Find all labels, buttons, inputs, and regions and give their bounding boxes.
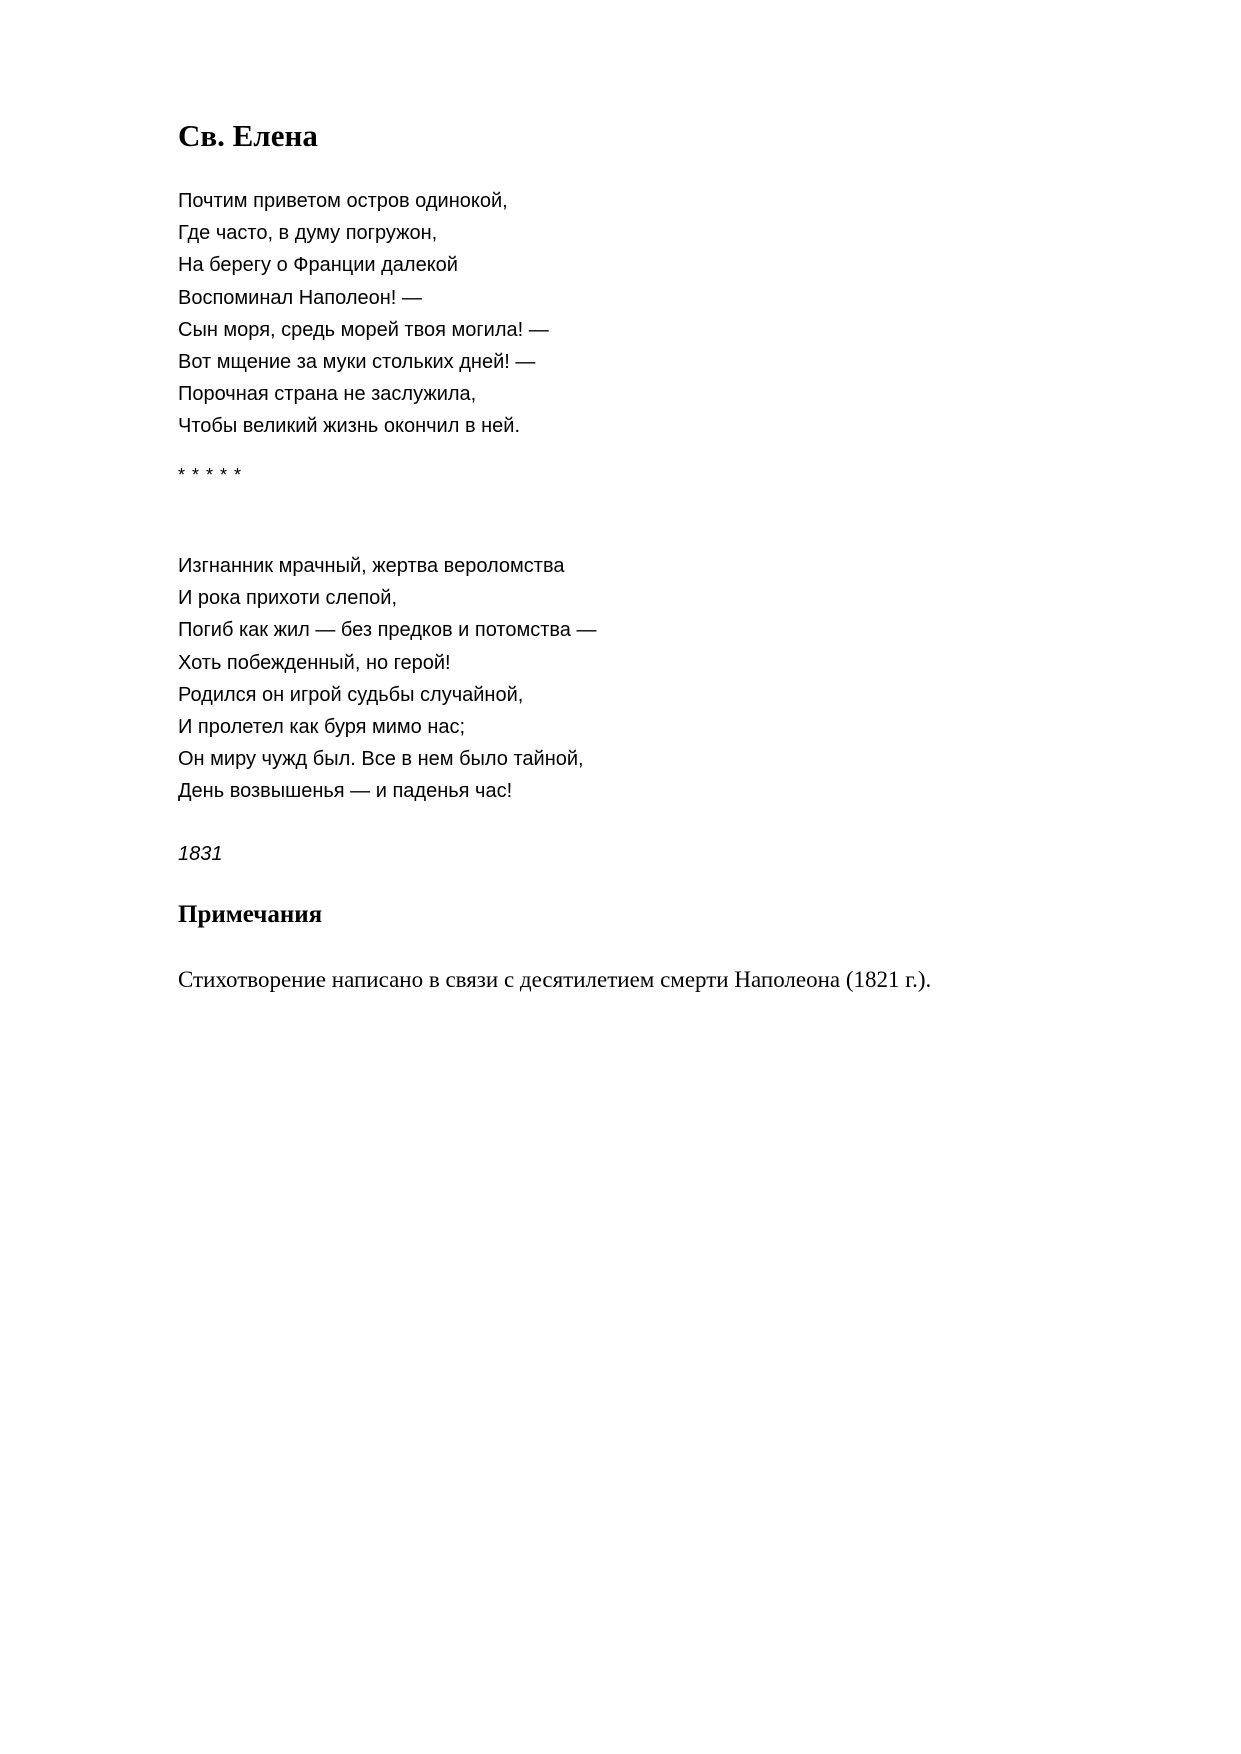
verse-line: Родился он игрой судьбы случайной, (178, 683, 524, 706)
stanza-2 (178, 550, 596, 808)
notes-heading: Примечания (178, 901, 323, 928)
poem-title: Св. Елена (178, 118, 318, 153)
stanza-separator: * * * * * (178, 465, 243, 485)
verse-line: Сын моря, средь морей твоя могила! — (178, 318, 549, 341)
verse-line: И пролетел как буря мимо нас; (178, 715, 466, 738)
verse-line: И рока прихоти слепой, (178, 587, 397, 610)
verse-line: Где часто, в думу погружон, (178, 222, 438, 245)
verse-line: Вот мщение за муки стольких дней! — (178, 350, 536, 373)
verse-line: Изгнанник мрачный, жертва вероломства (178, 555, 565, 577)
stanza-1 (178, 185, 549, 443)
verse-line: Почтим приветом остров одинокой, (178, 190, 508, 212)
verse-line: На берегу о Франции далекой (178, 254, 458, 277)
verse-line: Он миру чужд был. Все в нем было тайной, (178, 748, 584, 771)
poem-year: 1831 (178, 843, 223, 865)
verse-line: Погиб как жил — без предков и потомства — (178, 619, 597, 642)
verse-line: Воспоминал Наполеон! — (178, 286, 422, 309)
verse-line: Хоть побежденный, но герой! (178, 651, 451, 674)
notes-text: Стихотворение написано в связи с десятилетием смерти Наполеона (1821 г.). (178, 967, 932, 992)
verse-line: Порочная страна не заслужила, (178, 383, 477, 406)
verse-line: Чтобы великий жизнь окончил в ней. (178, 415, 521, 438)
verse-line: День возвышенья — и паденья час! (178, 780, 513, 803)
